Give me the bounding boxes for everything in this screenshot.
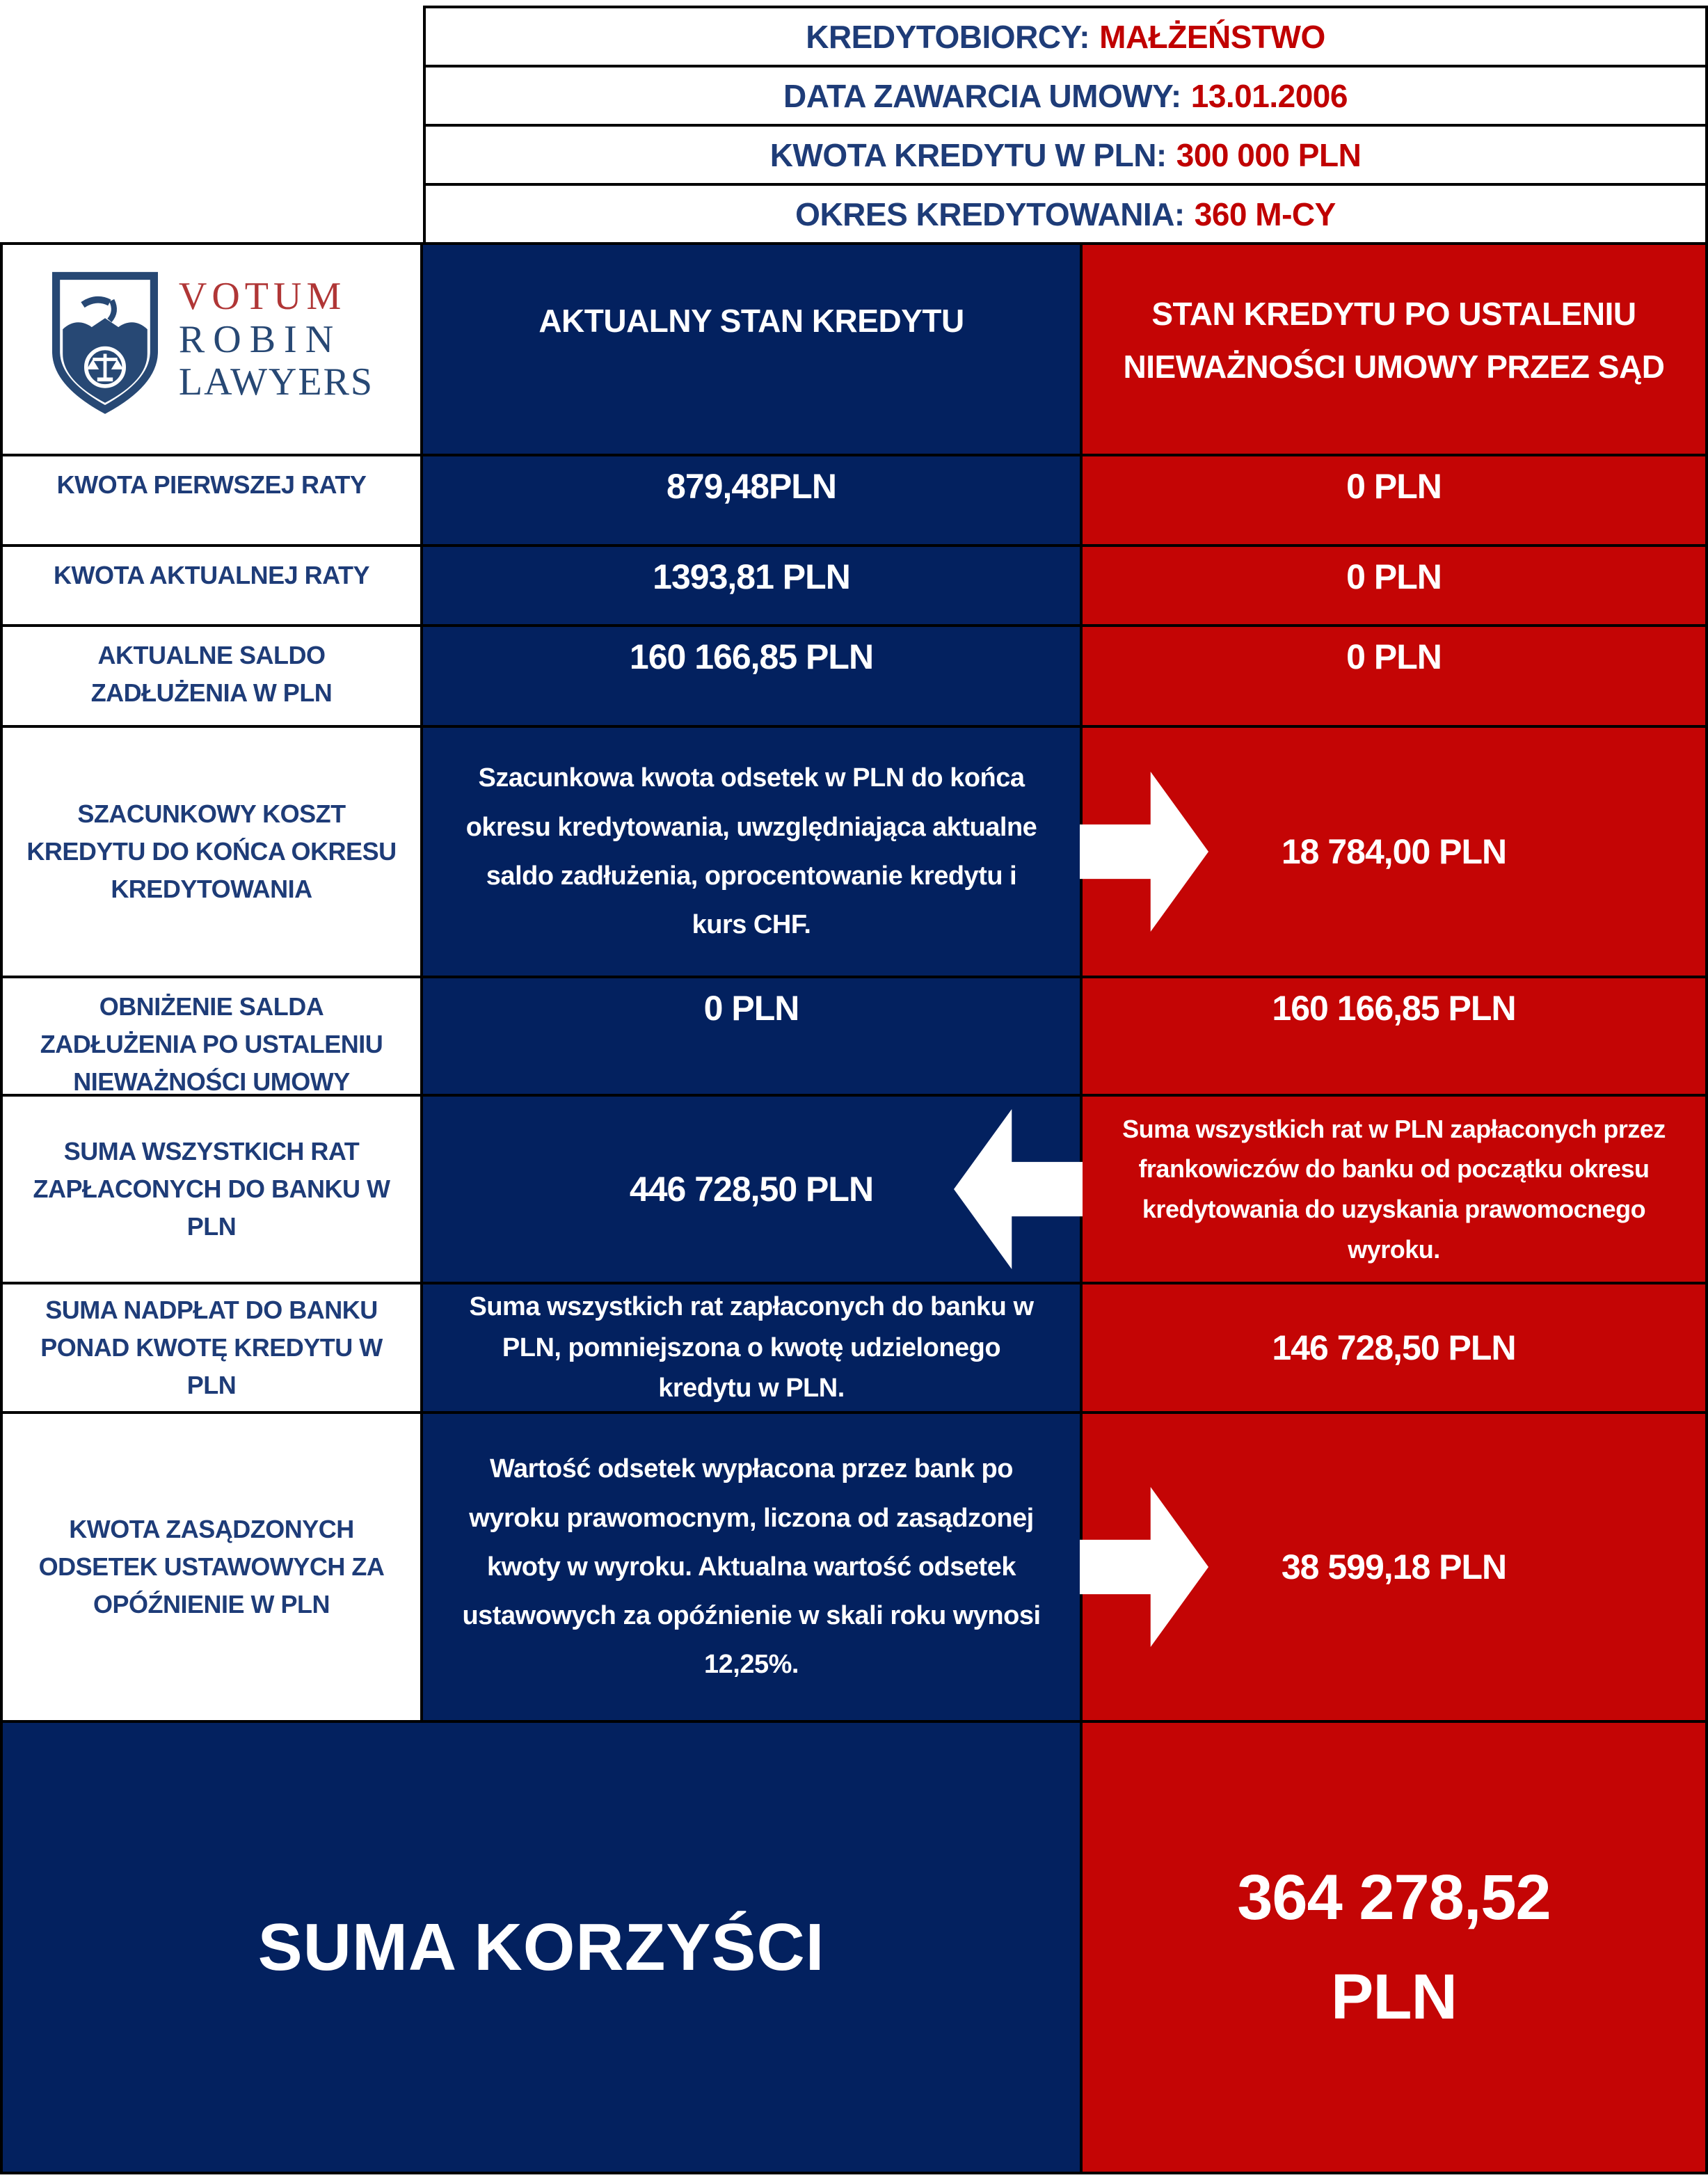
top-info-row-borrowers bbox=[426, 8, 1705, 65]
logo-line-votum: VOTUM bbox=[178, 275, 346, 318]
arrow-left-icon bbox=[954, 1109, 1083, 1269]
cell-after-value: 0 PLN bbox=[1346, 557, 1442, 596]
top-info-value: 360 M-CY bbox=[1194, 196, 1336, 232]
cell-current-value: 879,48PLN bbox=[667, 467, 836, 506]
shield-scales-icon bbox=[49, 271, 161, 414]
cell-after-value: 0 PLN bbox=[1346, 467, 1442, 506]
top-info-label: KWOTA KREDYTU W PLN: bbox=[769, 136, 1167, 173]
top-info-row-loan-amount bbox=[426, 127, 1705, 183]
cell-current-description: Szacunkowa kwota odsetek w PLN do końca okresu kredytowania, uwzględniająca aktualne saldo zadłużenia, oprocentowanie kredytu i kurs CHF. bbox=[465, 763, 1037, 940]
cell-current-value: 0 PLN bbox=[703, 989, 799, 1028]
row-label-estimated-cost: SZACUNKOWY KOSZT KREDYTU DO KOŃCA OKRESU KREDYTOWANIA bbox=[3, 728, 420, 976]
cell-after-description: Suma wszystkich rat w PLN zapłaconych przez frankowiczów do banku od początku okresu kredytowania do uzyskania prawomocnego wyroku. bbox=[1122, 1114, 1666, 1264]
cell-after-value: 38 599,18 PLN bbox=[1281, 1548, 1507, 1586]
cell-after-value: 18 784,00 PLN bbox=[1281, 832, 1507, 871]
comparison-table bbox=[0, 242, 1708, 2174]
arrow-right-icon bbox=[1080, 1487, 1208, 1647]
cell-after-value: 160 166,85 PLN bbox=[1272, 989, 1516, 1028]
row-label-first-installment: KWOTA PIERWSZEJ RATY bbox=[3, 456, 420, 544]
top-info-label: DATA ZAWARCIA UMOWY: bbox=[783, 77, 1181, 114]
row-label-statutory-interest: KWOTA ZASĄDZONYCH ODSETEK USTAWOWYCH ZA OPÓŹNIENIE W PLN bbox=[3, 1414, 420, 1720]
cell-current-value: 1393,81 PLN bbox=[653, 557, 850, 596]
cell-current-value: 446 728,50 PLN bbox=[629, 1170, 874, 1209]
row-label-balance-reduction: OBNIŻENIE SALDA ZADŁUŻENIA PO USTALENIU NIEWAŻNOŚCI UMOWY bbox=[3, 978, 420, 1094]
loan-comparison-page bbox=[0, 6, 1708, 2174]
cell-after-value: 146 728,50 PLN bbox=[1272, 1328, 1516, 1367]
logo-line-lawyers: LAWYERS bbox=[178, 360, 374, 404]
arrow-right-icon bbox=[1080, 772, 1208, 932]
top-info-value: 13.01.2006 bbox=[1190, 77, 1348, 114]
row-label-current-installment: KWOTA AKTUALNEJ RATY bbox=[3, 547, 420, 624]
top-info-value: 300 000 PLN bbox=[1176, 136, 1362, 173]
logo-wordmark bbox=[179, 276, 374, 404]
top-info-label: KREDYTOBIORCY: bbox=[806, 18, 1090, 55]
top-info-label: OKRES KREDYTOWANIA: bbox=[795, 196, 1185, 232]
column-header-current: AKTUALNY STAN KREDYTU bbox=[423, 245, 1080, 454]
row-label-overpayment: SUMA NADPŁAT DO BANKU PONAD KWOTĘ KREDYTU W PLN bbox=[3, 1284, 420, 1411]
column-header-after: STAN KREDYTU PO USTALENIU NIEWAŻNOŚCI UMOWY PRZEZ SĄD bbox=[1083, 245, 1705, 454]
logo bbox=[49, 271, 374, 414]
summary-label: SUMA KORZYŚCI bbox=[3, 1723, 1080, 2172]
row-label-current-balance: AKTUALNE SALDO ZADŁUŻENIA W PLN bbox=[3, 627, 420, 725]
top-info-row-loan-period bbox=[426, 186, 1705, 242]
logo-line-robin: ROBIN bbox=[178, 317, 342, 361]
summary-value: 364 278,52 PLN bbox=[1237, 1861, 1551, 2032]
cell-current-value: 160 166,85 PLN bbox=[629, 637, 874, 676]
top-info-row-contract-date bbox=[426, 67, 1705, 124]
row-label-sum-installments: SUMA WSZYSTKICH RAT ZAPŁACONYCH DO BANKU W PLN bbox=[3, 1097, 420, 1282]
cell-current-description: Wartość odsetek wypłacona przez bank po wyroku prawomocnym, liczona od zasądzonej kwoty w wyroku. Aktualna wartość odsetek ustawowych za opóźnienie w skali roku wynosi 12,25%. bbox=[462, 1454, 1041, 1680]
cell-current-description: Suma wszystkich rat zapłaconych do banku w PLN, pomniejszona o kwotę udzielonego kredytu w PLN. bbox=[469, 1291, 1034, 1403]
top-info-table bbox=[423, 6, 1708, 242]
top-info-value: MAŁŻEŃSTWO bbox=[1099, 18, 1325, 55]
logo-cell bbox=[3, 245, 420, 454]
cell-after-value: 0 PLN bbox=[1346, 637, 1442, 676]
